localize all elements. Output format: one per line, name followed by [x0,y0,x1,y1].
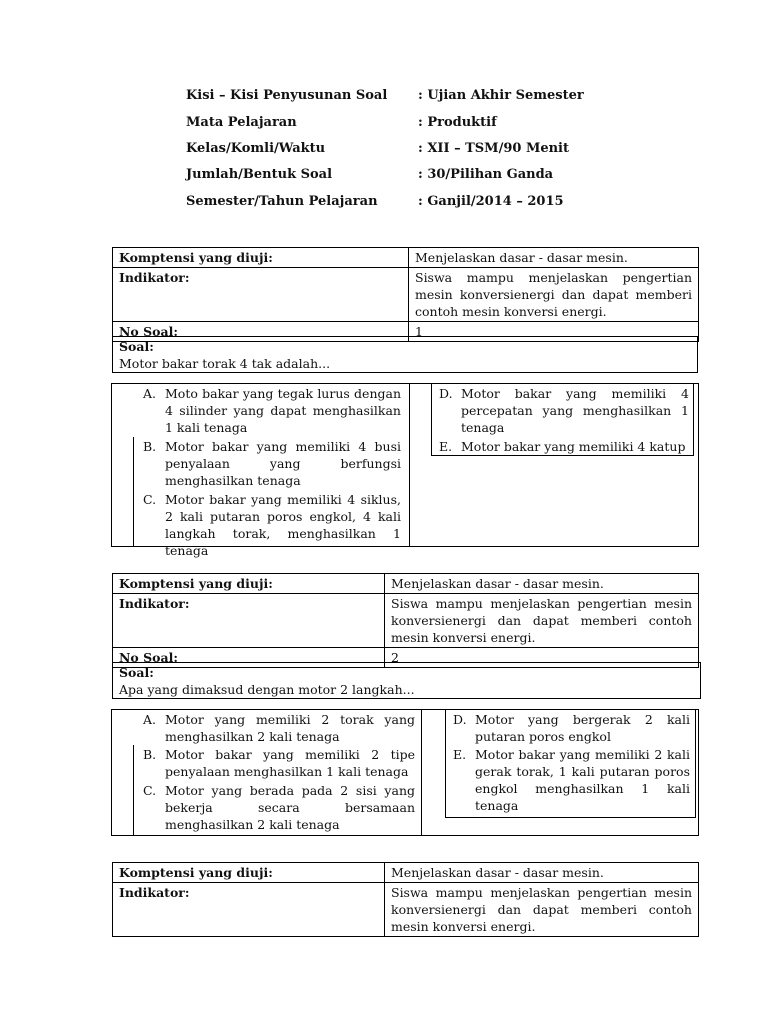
item-1-info-table [112,247,699,342]
option-text: Motor yang berada pada 2 sisi yang bekerja secara bersamaan menghasilkan 2 kali tenaga [165,783,415,832]
header-label: Jumlah/Bentuk Soal [186,167,333,182]
indikator-value: Siswa mampu menjelaskan pengertian mesin konversienergi dan dapat memberi contoh mesin konversi energi. [385,594,699,648]
item-2-info-table [112,573,699,668]
kompetensi-value: Menjelaskan dasar - dasar mesin. [385,574,699,594]
option-key: C. [143,783,157,798]
question-text: Apa yang dimaksud dengan motor 2 langkah... [119,682,415,697]
option-b[interactable] [143,746,415,780]
soal-label: Soal: [119,339,154,354]
option-key: E. [453,747,467,762]
option-a[interactable] [143,385,401,436]
header-value: : Produktif [418,115,497,130]
option-text: Motor yang memiliki 2 torak yang menghasilkan 2 kali tenaga [165,712,415,744]
indikator-label: Indikator: [113,594,385,648]
option-text: Motor bakar yang memiliki 4 katup [461,439,686,454]
option-e[interactable] [439,438,689,455]
option-text: Motor bakar yang memiliki 4 siklus, 2 kali putaran poros engkol, 4 kali langkah torak, menghasilkan 1 tenaga [165,492,401,558]
option-text: Motor yang bergerak 2 kali putaran poros engkol [475,712,690,744]
item-2-question-box [112,662,701,699]
options-inner-border [431,383,432,456]
option-key: D. [453,712,467,727]
indikator-label: Indikator: [113,883,385,937]
soal-label: Soal: [119,665,154,680]
header-value: : Ganjil/2014 – 2015 [418,194,564,209]
option-key: A. [143,712,157,727]
indikator-value: Siswa mampu menjelaskan pengertian mesin konversienergi dan dapat memberi contoh mesin konversi energi. [385,883,699,937]
header-row-kelas [186,141,606,159]
option-key: D. [439,386,453,401]
header-label: Kisi – Kisi Penyusunan Soal [186,88,388,103]
option-d[interactable] [439,385,689,436]
item-3-info-table [112,862,699,937]
question-text: Motor bakar torak 4 tak adalah... [119,356,331,371]
kompetensi-label: Komptensi yang diuji: [113,574,385,594]
kompetensi-value: Menjelaskan dasar - dasar mesin. [409,248,699,268]
option-text: Motor bakar yang memiliki 2 kali gerak torak, 1 kali putaran poros engkol menghasilkan 1 kali tenaga [475,747,690,813]
options-inner-border [695,709,696,818]
indikator-value: Siswa mampu menjelaskan pengertian mesin konversienergi dan dapat memberi contoh mesin konversi energi. [409,268,699,322]
option-c[interactable] [143,491,401,559]
header-label: Semester/Tahun Pelajaran [186,194,378,209]
options-inner-border [133,745,134,835]
header-value: : 30/Pilihan Ganda [418,167,554,182]
option-key: B. [143,747,157,762]
options-divider [421,709,422,835]
option-key: A. [143,386,157,401]
option-text: Motor bakar yang memiliki 4 percepatan yang menghasilkan 1 tenaga [461,386,689,435]
options-inner-border [431,455,693,456]
kompetensi-label: Komptensi yang diuji: [113,248,409,268]
option-c[interactable] [143,782,415,833]
header-row-semester [186,194,606,212]
header-label: Mata Pelajaran [186,115,297,130]
options-inner-border [445,709,446,818]
no-soal-label: No Soal: [113,322,409,342]
option-key: C. [143,492,157,507]
options-inner-border [133,437,134,546]
option-text: Motor bakar yang memiliki 2 tipe penyalaan menghasilkan 1 kali tenaga [165,747,415,779]
header-row-jumlah [186,167,606,185]
header-row-kisi [186,88,606,106]
item-1-question-box [112,336,698,373]
option-d[interactable] [453,711,690,745]
option-a[interactable] [143,711,415,745]
no-soal-label: No Soal: [113,648,385,668]
header-value: : XII – TSM/90 Menit [418,141,569,156]
no-soal-value: 1 [409,322,699,342]
options-inner-border [693,383,694,456]
header-row-mapel [186,115,606,133]
option-e[interactable] [453,746,690,814]
option-text: Motor bakar yang memiliki 4 busi penyalaan yang berfungsi menghasilkan tenaga [165,439,401,488]
kompetensi-label: Komptensi yang diuji: [113,863,385,883]
header-label: Kelas/Komli/Waktu [186,141,326,156]
indikator-label: Indikator: [113,268,409,322]
options-inner-border [445,817,695,818]
header-value: : Ujian Akhir Semester [418,88,584,103]
kompetensi-value: Menjelaskan dasar - dasar mesin. [385,863,699,883]
options-divider [409,383,410,546]
option-b[interactable] [143,438,401,489]
option-text: Moto bakar yang tegak lurus dengan 4 silinder yang dapat menghasilkan 1 kali tenaga [165,386,401,435]
option-key: E. [439,439,453,454]
no-soal-value: 2 [385,648,699,668]
option-key: B. [143,439,157,454]
